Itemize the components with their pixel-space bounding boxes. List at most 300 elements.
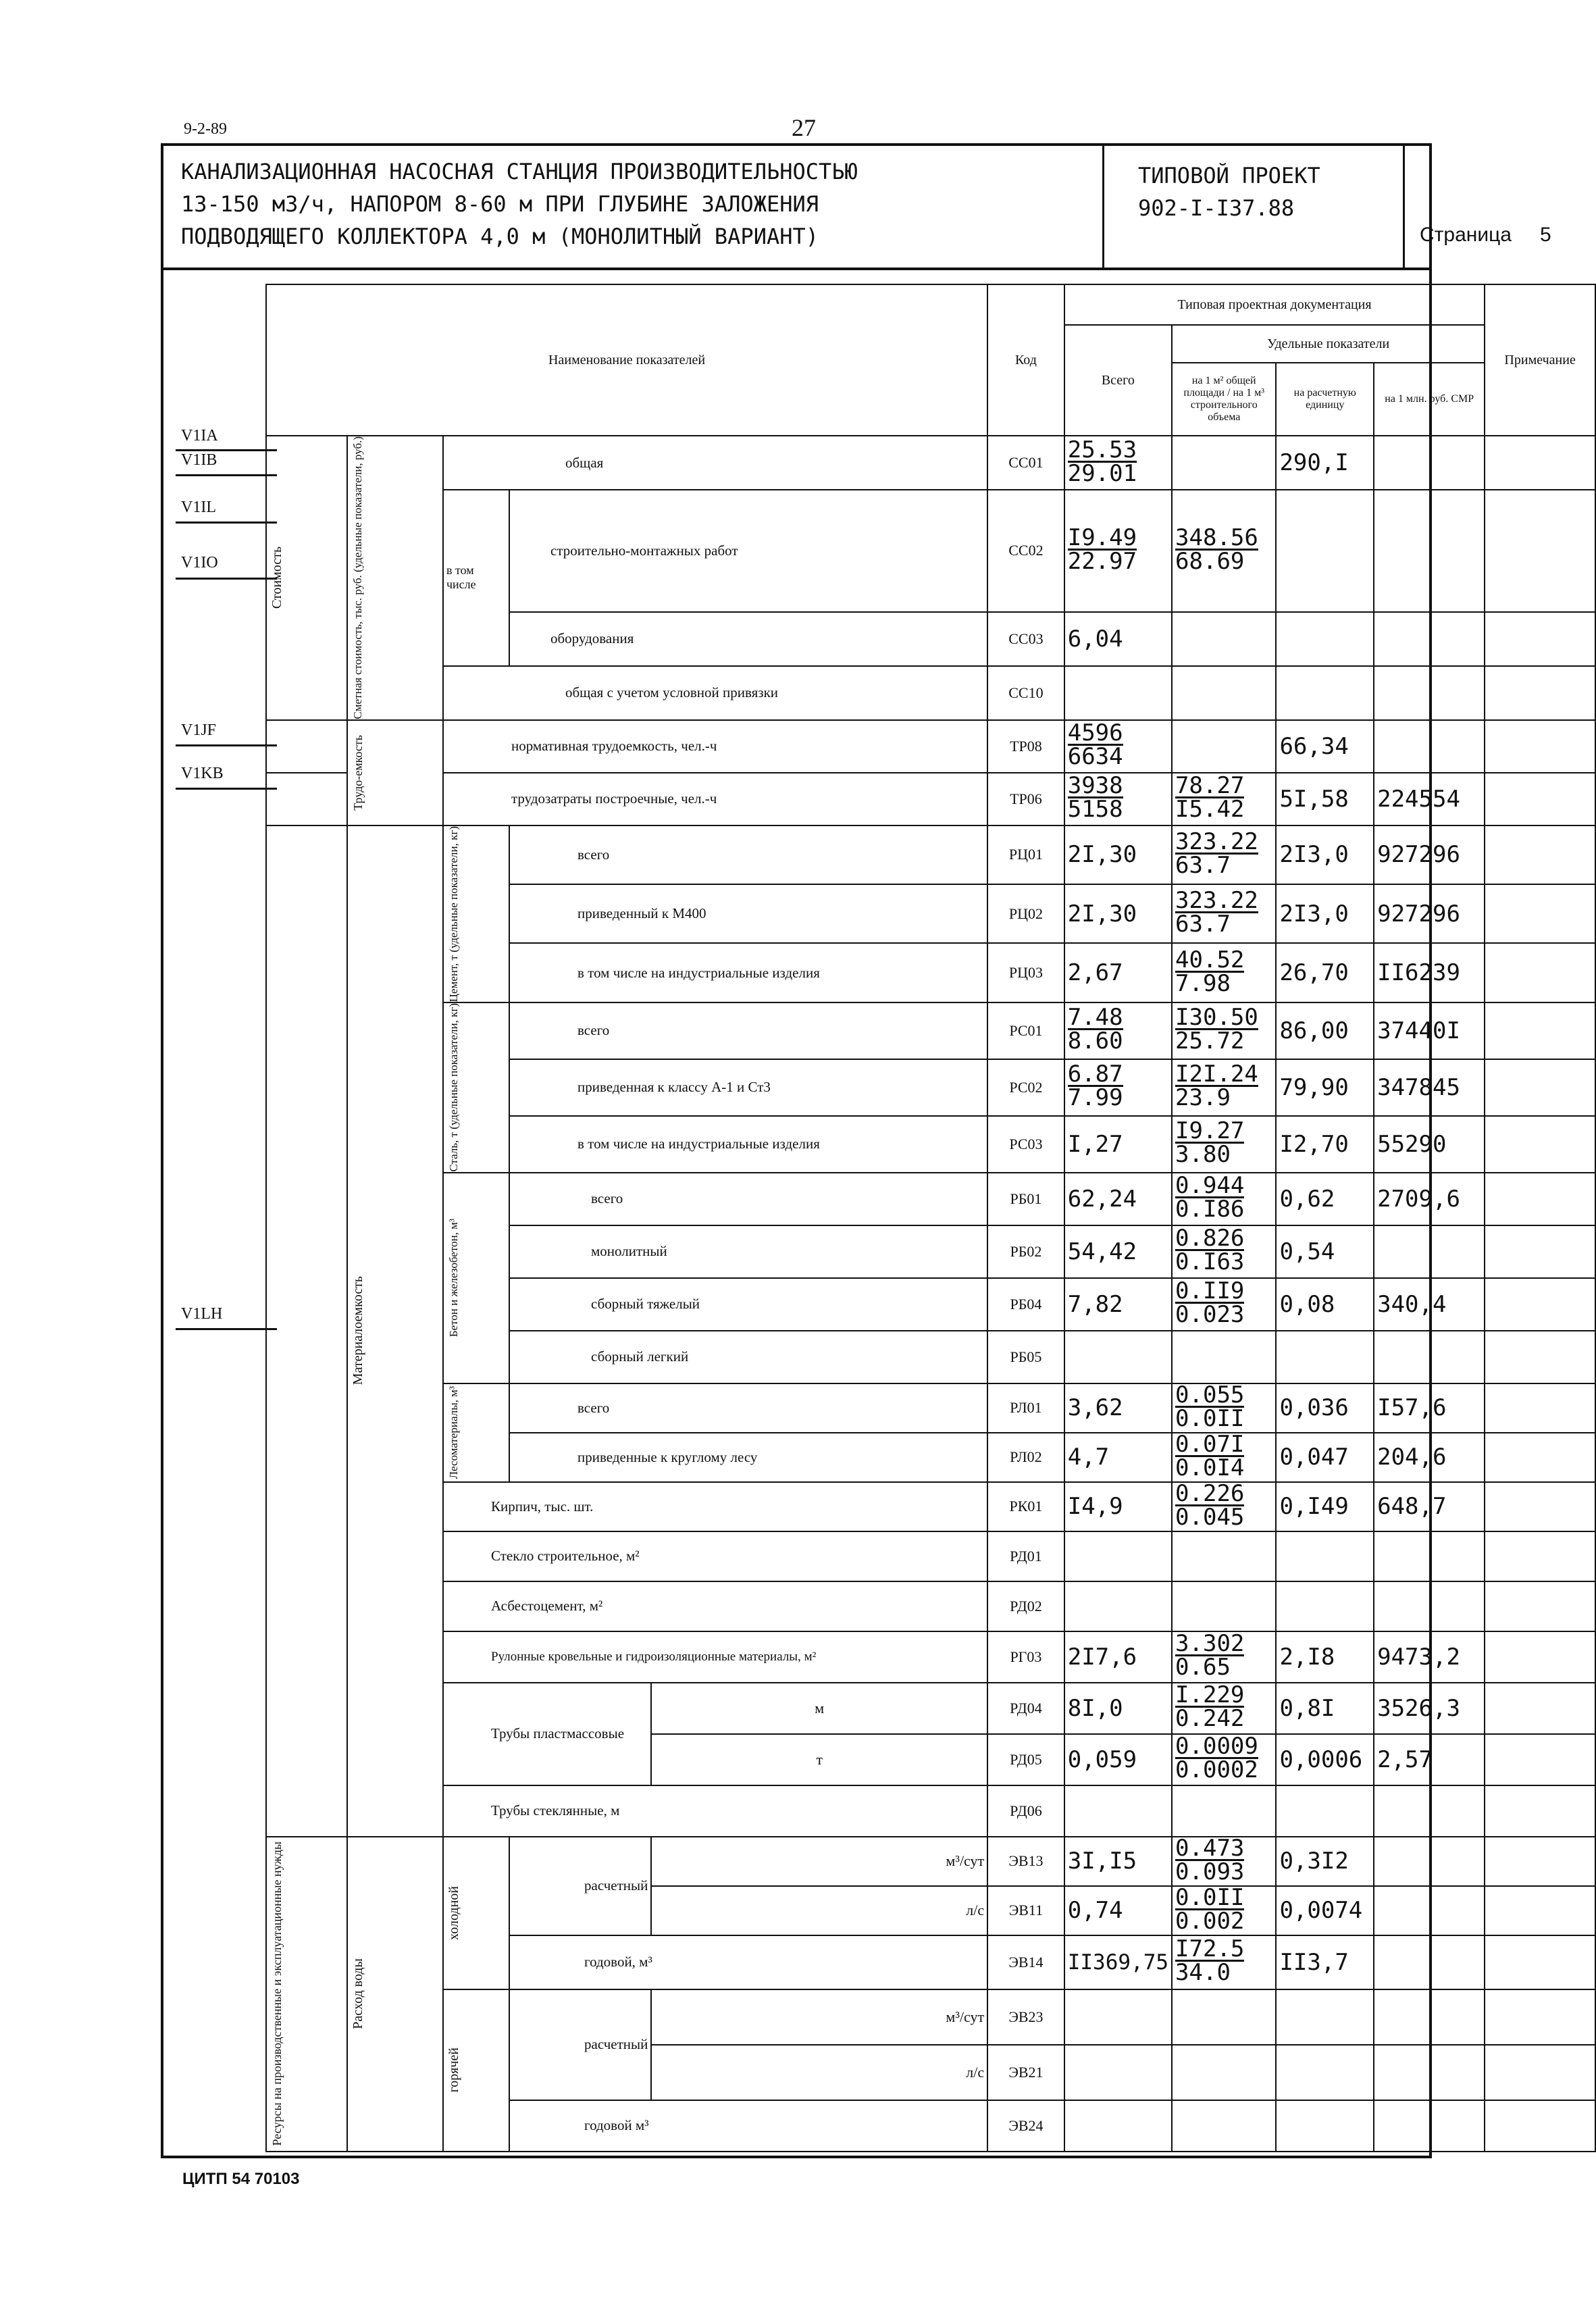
cell-note bbox=[1485, 1785, 1595, 1837]
row-name: приведенная к классу А-1 и Ст3 bbox=[509, 1059, 987, 1116]
cell-note bbox=[1485, 1173, 1595, 1225]
group-label: Ресурсы на производственные и эксплуатационные нужды bbox=[270, 1841, 284, 2146]
frac-den: 0.I63 bbox=[1175, 1248, 1245, 1276]
header-total: Всего bbox=[1064, 325, 1172, 436]
cell-unit: 0,036 bbox=[1276, 1383, 1374, 1433]
margin-code: V1JF bbox=[181, 721, 217, 739]
margin-line bbox=[176, 474, 277, 476]
footer-code: ЦИТП 54 70103 bbox=[182, 2170, 300, 2188]
margin-code: V1IA bbox=[181, 427, 218, 444]
row-code: ЭВ11 bbox=[987, 1886, 1064, 1935]
table-row bbox=[266, 1002, 1595, 1059]
row-unit: л/с bbox=[651, 1886, 987, 1935]
cell-note bbox=[1485, 1116, 1595, 1173]
cell-note bbox=[1485, 2100, 1595, 2152]
cell-note bbox=[1485, 1002, 1595, 1059]
cell-unit: 0,I49 bbox=[1276, 1482, 1374, 1531]
cell-unit: 0,8I bbox=[1276, 1683, 1374, 1734]
row-name: сборный легкий bbox=[509, 1331, 987, 1383]
cell-unit: 0,047 bbox=[1276, 1433, 1374, 1482]
header-note: Примечание bbox=[1485, 284, 1595, 436]
header-code: Код bbox=[987, 284, 1064, 436]
row-code: РБ04 bbox=[987, 1278, 1064, 1331]
group-label: Материалоемкость bbox=[351, 1276, 365, 1386]
cell-total bbox=[1064, 1989, 1172, 2045]
cell-unit: 2I3,0 bbox=[1276, 884, 1374, 943]
cell-note bbox=[1485, 1631, 1595, 1683]
row-name: Трубы стеклянные, м bbox=[443, 1785, 987, 1837]
cell-total: 54,42 bbox=[1064, 1225, 1172, 1278]
cell-total bbox=[1064, 1002, 1172, 1059]
frac-den: 23.9 bbox=[1175, 1084, 1231, 1112]
table-row bbox=[266, 1631, 1595, 1683]
cell-specific bbox=[1172, 2045, 1276, 2100]
margin-codes bbox=[161, 270, 269, 2158]
group-label: горячей bbox=[446, 2048, 461, 2093]
row-code: РЛ01 bbox=[987, 1383, 1064, 1433]
table-row bbox=[266, 1531, 1595, 1581]
row-unit: л/с bbox=[651, 2045, 987, 2100]
row-code: РЦ02 bbox=[987, 884, 1064, 943]
row-code: РЦ01 bbox=[987, 825, 1064, 884]
cell-specific bbox=[1172, 436, 1276, 490]
cell-total: 2,67 bbox=[1064, 943, 1172, 1002]
cell-specific bbox=[1172, 1059, 1276, 1116]
title-line: КАНАЛИЗАЦИОННАЯ НАСОСНАЯ СТАНЦИЯ ПРОИЗВОДИТЕЛЬНОСТЬЮ bbox=[181, 159, 858, 184]
cell-specific bbox=[1172, 943, 1276, 1002]
header-typical-docs: Типовая проектная документация bbox=[1064, 284, 1485, 325]
row-name: в том числе на индустриальные изделия bbox=[509, 943, 987, 1002]
cell-note bbox=[1485, 612, 1595, 666]
row-name: годовой, м³ bbox=[509, 1935, 987, 1989]
margin-line bbox=[176, 1328, 277, 1330]
cell-mln bbox=[1374, 720, 1485, 773]
row-name: всего bbox=[509, 1002, 987, 1059]
cell-unit: 86,00 bbox=[1276, 1002, 1374, 1059]
row-name: Кирпич, тыс. шт. bbox=[443, 1482, 987, 1531]
cell-mln bbox=[1374, 1935, 1485, 1989]
cell-specific bbox=[1172, 1479, 1276, 1531]
cell-total bbox=[1064, 1531, 1172, 1581]
cell-note bbox=[1485, 1433, 1595, 1482]
frac-den: 0.002 bbox=[1175, 1907, 1245, 1935]
cell-unit: I2,70 bbox=[1276, 1116, 1374, 1173]
cell-specific bbox=[1172, 1278, 1276, 1331]
frac-den: 0.0I4 bbox=[1175, 1454, 1245, 1481]
cell-note bbox=[1485, 825, 1595, 884]
header-per-mln: на 1 млн. руб. СМР bbox=[1374, 363, 1485, 436]
row-code: РД02 bbox=[987, 1581, 1064, 1631]
project-block bbox=[1102, 146, 1401, 268]
row-code: ЭВ13 bbox=[987, 1837, 1064, 1886]
cell-mln bbox=[1374, 1837, 1485, 1886]
cell-unit bbox=[1276, 490, 1374, 612]
cell-specific bbox=[1172, 720, 1276, 773]
cell-total bbox=[1064, 2100, 1172, 2152]
frac-num: 3938 bbox=[1067, 772, 1123, 800]
title-line: 13-150 м3/ч, НАПОРОМ 8-60 м ПРИ ГЛУБИНЕ ЗАЛОЖЕНИЯ bbox=[181, 191, 819, 217]
margin-code: V1IB bbox=[181, 451, 217, 469]
cell-specific bbox=[1172, 884, 1276, 943]
group-label: Сметная стоимость, тыс. руб. (удельные показатели, руб.) bbox=[351, 436, 364, 719]
row-name: приведенные к круглому лесу bbox=[509, 1433, 987, 1482]
cell-note bbox=[1485, 1482, 1595, 1531]
cell-total bbox=[1064, 720, 1172, 773]
row-code: ЭВ23 bbox=[987, 1989, 1064, 2045]
cell-note bbox=[1485, 1935, 1595, 1989]
margin-line bbox=[176, 522, 277, 524]
frac-den: 22.97 bbox=[1067, 547, 1137, 575]
cell-total bbox=[1064, 436, 1172, 490]
cell-unit: 2,I8 bbox=[1276, 1631, 1374, 1683]
table-row bbox=[266, 1989, 1595, 2045]
table-row bbox=[266, 490, 1595, 612]
cell-note bbox=[1485, 1989, 1595, 2045]
row-unit: м bbox=[651, 1683, 987, 1734]
cell-note bbox=[1485, 1683, 1595, 1734]
cell-mln: 224554 bbox=[1374, 773, 1485, 825]
row-code: РБ01 bbox=[987, 1173, 1064, 1225]
table-row bbox=[266, 1581, 1595, 1631]
cell-note bbox=[1485, 1837, 1595, 1886]
cell-specific bbox=[1172, 2100, 1276, 2152]
header-specific: Удельные показатели bbox=[1172, 325, 1485, 363]
cell-specific bbox=[1172, 1631, 1276, 1683]
cell-mln bbox=[1374, 1225, 1485, 1278]
cell-note bbox=[1485, 943, 1595, 1002]
cell-mln: 55290 bbox=[1374, 1116, 1485, 1173]
margin-line bbox=[176, 788, 277, 790]
frac-num: 40.52 bbox=[1175, 946, 1245, 973]
document-title bbox=[181, 155, 1093, 253]
group-label: Лесоматериалы, м³ bbox=[447, 1386, 460, 1479]
group-label: Бетон и железобетон, м³ bbox=[447, 1218, 460, 1338]
cell-specific bbox=[1172, 1581, 1276, 1631]
frac-num: 0.473 bbox=[1175, 1834, 1245, 1862]
cell-mln: 927296 bbox=[1374, 884, 1485, 943]
table-row bbox=[266, 1785, 1595, 1837]
group-label: Расход воды bbox=[351, 1958, 365, 2029]
cell-unit: 66,34 bbox=[1276, 720, 1374, 773]
cell-total: 6,04 bbox=[1064, 612, 1172, 666]
frac-num: 0.II9 bbox=[1175, 1277, 1245, 1305]
frac-den: 0.65 bbox=[1175, 1654, 1231, 1681]
cell-note bbox=[1485, 1886, 1595, 1935]
frac-num: 348.56 bbox=[1175, 524, 1258, 551]
row-code: РД01 bbox=[987, 1531, 1064, 1581]
table-row bbox=[266, 1383, 1595, 1433]
frac-num: 6.87 bbox=[1067, 1061, 1123, 1088]
table-row bbox=[266, 1173, 1595, 1225]
cell-total: I4,9 bbox=[1064, 1482, 1172, 1531]
cell-total bbox=[1064, 1331, 1172, 1383]
cell-note bbox=[1485, 884, 1595, 943]
cell-mln: 9473,2 bbox=[1374, 1631, 1485, 1683]
cell-total: 0,059 bbox=[1064, 1734, 1172, 1785]
row-name: расчетный bbox=[509, 1837, 651, 1935]
row-code: ЭВ21 bbox=[987, 2045, 1064, 2100]
frac-den: 0.242 bbox=[1175, 1705, 1245, 1733]
cell-unit: 26,70 bbox=[1276, 943, 1374, 1002]
cell-total bbox=[1064, 1581, 1172, 1631]
row-code: РЛ02 bbox=[987, 1433, 1064, 1482]
cell-total: 0,74 bbox=[1064, 1886, 1172, 1935]
cell-mln: II6239 bbox=[1374, 943, 1485, 1002]
cell-mln bbox=[1374, 1331, 1485, 1383]
frac-den: 0.I86 bbox=[1175, 1196, 1245, 1223]
cell-specific bbox=[1172, 1834, 1276, 1886]
cell-note bbox=[1485, 1278, 1595, 1331]
group-label: Стоимость bbox=[269, 547, 284, 609]
row-name: строительно-монтажных работ bbox=[509, 490, 987, 612]
cell-specific bbox=[1172, 1683, 1276, 1734]
row-code: РК01 bbox=[987, 1482, 1064, 1531]
cell-mln: 3526,3 bbox=[1374, 1683, 1485, 1734]
frac-den: 7.99 bbox=[1067, 1084, 1123, 1112]
cell-mln: 340,4 bbox=[1374, 1278, 1485, 1331]
frac-num: 0.0009 bbox=[1175, 1733, 1258, 1760]
page-block bbox=[1403, 146, 1596, 268]
cell-total bbox=[1064, 2045, 1172, 2100]
group-label: холодной bbox=[446, 1885, 461, 1940]
project-number: 902-I-I37.88 bbox=[1138, 195, 1295, 221]
table-row bbox=[266, 1683, 1595, 1734]
row-unit: т bbox=[651, 1734, 987, 1785]
cell-mln: 927296 bbox=[1374, 825, 1485, 884]
cell-total: 3,62 bbox=[1064, 1383, 1172, 1433]
margin-code: V1IO bbox=[181, 554, 218, 571]
table-row bbox=[266, 436, 1595, 490]
row-name: всего bbox=[509, 825, 987, 884]
margin-code: V1IL bbox=[181, 499, 216, 516]
cell-unit bbox=[1276, 1331, 1374, 1383]
row-name: оборудования bbox=[509, 612, 987, 666]
cell-unit: 79,90 bbox=[1276, 1059, 1374, 1116]
cell-specific bbox=[1172, 1331, 1276, 1383]
frac-num: 0.944 bbox=[1175, 1172, 1245, 1200]
cell-mln bbox=[1374, 1581, 1485, 1631]
cell-mln bbox=[1374, 1886, 1485, 1935]
row-name: общая с учетом условной привязки bbox=[443, 666, 987, 720]
row-name: монолитный bbox=[509, 1225, 987, 1278]
frac-den: 5158 bbox=[1067, 796, 1123, 823]
row-unit: м³/сут bbox=[651, 1837, 987, 1886]
header-name: Наименование показателей bbox=[266, 284, 987, 436]
cell-mln: 204,6 bbox=[1374, 1433, 1485, 1482]
cell-mln bbox=[1374, 666, 1485, 720]
row-name: расчетный bbox=[509, 1989, 651, 2100]
cell-total bbox=[1064, 1059, 1172, 1116]
cell-total: 2I,30 bbox=[1064, 825, 1172, 884]
cell-unit bbox=[1276, 2100, 1374, 2152]
frac-den: 0.045 bbox=[1175, 1503, 1245, 1531]
frac-num: I.229 bbox=[1175, 1681, 1245, 1709]
frac-den: 8.60 bbox=[1067, 1027, 1123, 1055]
cell-note bbox=[1485, 1581, 1595, 1631]
cell-total: 3I,I5 bbox=[1064, 1837, 1172, 1886]
cell-unit bbox=[1276, 1989, 1374, 2045]
row-name: Асбестоцемент, м² bbox=[443, 1581, 987, 1631]
cell-unit bbox=[1276, 612, 1374, 666]
cell-unit bbox=[1276, 1531, 1374, 1581]
row-name: всего bbox=[509, 1383, 987, 1433]
group-label: Трудо-емкость bbox=[351, 734, 365, 811]
cell-mln: 648,7 bbox=[1374, 1482, 1485, 1531]
cell-note bbox=[1485, 1059, 1595, 1116]
row-code: РГ03 bbox=[987, 1631, 1064, 1683]
cell-total: 8I,0 bbox=[1064, 1683, 1172, 1734]
row-name: Трубы пластмассовые bbox=[443, 1683, 651, 1785]
cell-note bbox=[1485, 666, 1595, 720]
cell-mln bbox=[1374, 2045, 1485, 2100]
cell-note bbox=[1485, 1225, 1595, 1278]
cell-mln bbox=[1374, 1785, 1485, 1837]
frac-num: I30.50 bbox=[1175, 1004, 1258, 1032]
frac-den: 0.093 bbox=[1175, 1858, 1245, 1885]
row-code: РД06 bbox=[987, 1785, 1064, 1837]
frac-num: 0.0II bbox=[1175, 1883, 1245, 1911]
cell-mln bbox=[1374, 1989, 1485, 2045]
cell-total: 62,24 bbox=[1064, 1173, 1172, 1225]
cell-unit: 2I3,0 bbox=[1276, 825, 1374, 884]
cell-unit bbox=[1276, 1581, 1374, 1631]
table-row bbox=[266, 773, 1595, 825]
row-name: приведенный к М400 bbox=[509, 884, 987, 943]
cell-total: 2I,30 bbox=[1064, 884, 1172, 943]
cell-specific bbox=[1172, 1225, 1276, 1278]
cell-unit: II3,7 bbox=[1276, 1935, 1374, 1989]
cell-mln: 37440I bbox=[1374, 1002, 1485, 1059]
row-code: РС03 bbox=[987, 1116, 1064, 1173]
cell-mln bbox=[1374, 490, 1485, 612]
cell-specific bbox=[1172, 1935, 1276, 1989]
cell-specific bbox=[1172, 773, 1276, 825]
group-label: Цемент, т (удельные показатели, кг) bbox=[447, 825, 460, 1002]
cell-unit: 0,08 bbox=[1276, 1278, 1374, 1331]
row-code: РС02 bbox=[987, 1059, 1064, 1116]
cell-note bbox=[1485, 773, 1595, 825]
row-unit: м³/сут bbox=[651, 1989, 987, 2045]
cell-note bbox=[1485, 1531, 1595, 1581]
cell-unit: 5I,58 bbox=[1276, 773, 1374, 825]
margin-line bbox=[176, 744, 277, 746]
table-row bbox=[266, 666, 1595, 720]
page-label: Страница bbox=[1420, 224, 1512, 246]
document-header bbox=[161, 143, 1551, 270]
group-label: в том числе bbox=[443, 490, 509, 666]
row-code: ТР08 bbox=[987, 720, 1064, 773]
row-code: ТР06 bbox=[987, 773, 1064, 825]
row-code: РС01 bbox=[987, 1002, 1064, 1059]
cell-total: 2I7,6 bbox=[1064, 1631, 1172, 1683]
frac-den: 0.0II bbox=[1175, 1404, 1245, 1432]
frac-num: 4596 bbox=[1067, 719, 1123, 747]
cell-note bbox=[1485, 720, 1595, 773]
cell-note bbox=[1485, 2045, 1595, 2100]
cell-unit: 0,0006 bbox=[1276, 1734, 1374, 1785]
cell-specific bbox=[1172, 1383, 1276, 1433]
cell-specific bbox=[1172, 1531, 1276, 1581]
cell-mln bbox=[1374, 2100, 1485, 2152]
cell-unit: 0,62 bbox=[1276, 1173, 1374, 1225]
cell-total bbox=[1064, 666, 1172, 720]
table-row bbox=[266, 720, 1595, 773]
row-code: РД05 bbox=[987, 1734, 1064, 1785]
frac-num: I2I.24 bbox=[1175, 1061, 1258, 1088]
table-row bbox=[266, 1482, 1595, 1531]
frac-num: I72.5 bbox=[1175, 1935, 1245, 1963]
frac-den: I5.42 bbox=[1175, 796, 1245, 823]
frac-num: 3.302 bbox=[1175, 1630, 1245, 1658]
frac-num: 323.22 bbox=[1175, 828, 1258, 855]
frac-den: 68.69 bbox=[1175, 547, 1245, 575]
cell-specific bbox=[1172, 1734, 1276, 1785]
cell-mln bbox=[1374, 612, 1485, 666]
margin-code: V1LH bbox=[181, 1305, 223, 1323]
row-code: ЭВ14 bbox=[987, 1935, 1064, 1989]
frac-num: I9.49 bbox=[1067, 524, 1137, 551]
cell-specific bbox=[1172, 825, 1276, 884]
row-code: СС10 bbox=[987, 666, 1064, 720]
row-code: СС03 bbox=[987, 612, 1064, 666]
cell-note bbox=[1485, 1383, 1595, 1433]
frac-num: 0.826 bbox=[1175, 1225, 1245, 1252]
cell-total bbox=[1064, 1785, 1172, 1837]
margin-line bbox=[176, 578, 277, 580]
cell-mln: 347845 bbox=[1374, 1059, 1485, 1116]
cell-mln bbox=[1374, 436, 1485, 490]
frac-den: 34.0 bbox=[1175, 1959, 1231, 1987]
title-line: ПОДВОДЯЩЕГО КОЛЛЕКТОРА 4,0 м (МОНОЛИТНЫЙ ВАРИАНТ) bbox=[181, 224, 819, 249]
frac-den: 7.98 bbox=[1175, 969, 1231, 997]
cell-note bbox=[1485, 1734, 1595, 1785]
cell-specific bbox=[1172, 490, 1276, 612]
cell-total: II369,75 bbox=[1064, 1935, 1172, 1989]
frac-num: 0.055 bbox=[1175, 1381, 1245, 1408]
frac-den: 6634 bbox=[1067, 743, 1123, 771]
frac-den: 0.0002 bbox=[1175, 1756, 1258, 1784]
cell-unit bbox=[1276, 666, 1374, 720]
table-row bbox=[266, 1837, 1595, 1886]
cell-unit: 0,0074 bbox=[1276, 1886, 1374, 1935]
row-code: СС02 bbox=[987, 490, 1064, 612]
row-code: РД04 bbox=[987, 1683, 1064, 1734]
project-label: ТИПОВОЙ ПРОЕКТ bbox=[1138, 163, 1320, 188]
cell-total bbox=[1064, 490, 1172, 612]
page-value: 5 bbox=[1540, 224, 1551, 246]
row-name: Стекло строительное, м² bbox=[443, 1531, 987, 1581]
cell-total bbox=[1064, 773, 1172, 825]
cell-specific bbox=[1172, 612, 1276, 666]
cell-specific bbox=[1172, 1785, 1276, 1837]
header-per-m2: на 1 м² общей площади / на 1 м³ строительного объема bbox=[1172, 363, 1276, 436]
row-name: нормативная трудоемкость, чел.-ч bbox=[443, 720, 987, 773]
cell-mln: 2,57 bbox=[1374, 1734, 1485, 1785]
cell-note bbox=[1485, 1331, 1595, 1383]
cell-specific bbox=[1172, 1883, 1276, 1935]
cell-unit bbox=[1276, 2045, 1374, 2100]
frac-den: 63.7 bbox=[1175, 911, 1231, 938]
cell-unit bbox=[1276, 1785, 1374, 1837]
header-per-unit: на расчетную единицу bbox=[1276, 363, 1374, 436]
row-code: ЭВ24 bbox=[987, 2100, 1064, 2152]
cell-unit: 0,3I2 bbox=[1276, 1837, 1374, 1886]
frac-num: 7.48 bbox=[1067, 1004, 1123, 1032]
cell-unit: 290,I bbox=[1276, 436, 1374, 490]
frac-num: 323.22 bbox=[1175, 887, 1258, 915]
cell-mln: 2709,6 bbox=[1374, 1173, 1485, 1225]
row-name: трудозатраты построечные, чел.-ч bbox=[443, 773, 987, 825]
